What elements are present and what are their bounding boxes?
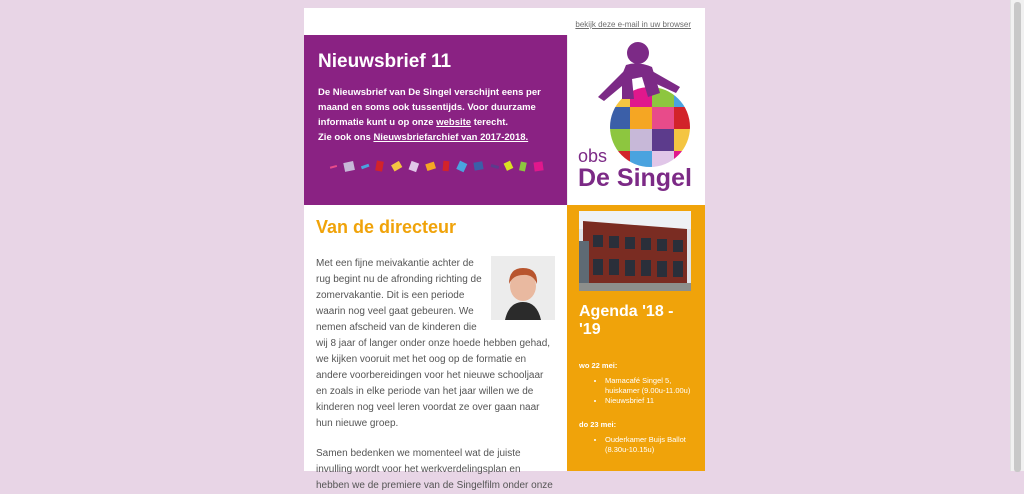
view-in-browser-link[interactable]: bekijk deze e-mail in uw browser — [575, 20, 691, 29]
logo-school-name: De Singel — [578, 164, 692, 192]
logo-obs: obs — [578, 146, 608, 166]
hero-section — [304, 35, 705, 205]
agenda-item: • Mamacafé Singel 5, huiskamer (9.00u-11.00u) — [605, 376, 693, 396]
agenda-item: • Ouderkamer Buijs Ballot (8.30u-10.15u) — [605, 435, 693, 455]
article-paragraph-1: Met een fijne meivakantie achter de rug begint nu de afronding richting de zomervakantie. Dit is een periode waarin nog veel gaat gebeuren. We nemen afscheid van de kinderen die wij 8 jaar of langer onder onze hoede hebben gehad, we kijken vooruit met het oog op de formatie en andere voorbereidingen voor het nieuwe schooljaar en zoals in elke periode van het jaar willen we de kinderen nog veel leren voordat ze over gaan naar hun nieuwe groep. — [316, 258, 551, 429]
article-paragraph-2: Samen bedenken we momenteel wat de juiste invulling wordt voor het werkverdelingsplan en hebben we de premiere van de Singelfilm onder onze — [316, 448, 553, 491]
director-photo — [491, 256, 555, 320]
newsletter-email — [304, 8, 705, 491]
agenda-day-items — [579, 376, 693, 406]
article-heading: Van de directeur — [316, 217, 457, 237]
email-topbar — [304, 8, 705, 35]
intro-text-2: terecht. — [471, 117, 509, 128]
hero-intro — [318, 85, 553, 145]
director-article — [304, 205, 567, 491]
scrollbar-thumb[interactable] — [1014, 2, 1021, 472]
agenda-day: wo 22 mei: — [579, 361, 618, 370]
content-section — [304, 205, 705, 491]
newsletter-title: Nieuwsbrief 11 — [318, 51, 452, 72]
agenda-sidebar — [567, 205, 705, 471]
school-building-photo — [579, 211, 691, 291]
intro-text-1: De Nieuwsbrief van De Singel verschijnt eens per maand en soms ook tussentijds. Voor duurzame informatie kunt u op onze — [318, 87, 541, 128]
director-portrait — [491, 256, 555, 320]
globe-figure-icon — [568, 35, 706, 147]
archive-link[interactable]: Nieuwsbriefarchief van 2017-2018. — [373, 132, 529, 143]
school-logo — [567, 35, 705, 205]
agenda-day-items — [579, 435, 693, 455]
agenda-item: • Nieuwsbrief 11 — [605, 396, 693, 406]
agenda-title: Agenda '18 -'19 — [579, 303, 674, 338]
hero-banner — [304, 35, 567, 205]
see-also-text: Zie ook ons — [318, 132, 374, 143]
website-link[interactable]: website — [436, 117, 472, 128]
page-scrollbar[interactable] — [1010, 0, 1024, 471]
agenda-day: do 23 mei: — [579, 420, 617, 429]
logo-text — [578, 147, 692, 191]
confetti-decoration — [328, 157, 548, 177]
